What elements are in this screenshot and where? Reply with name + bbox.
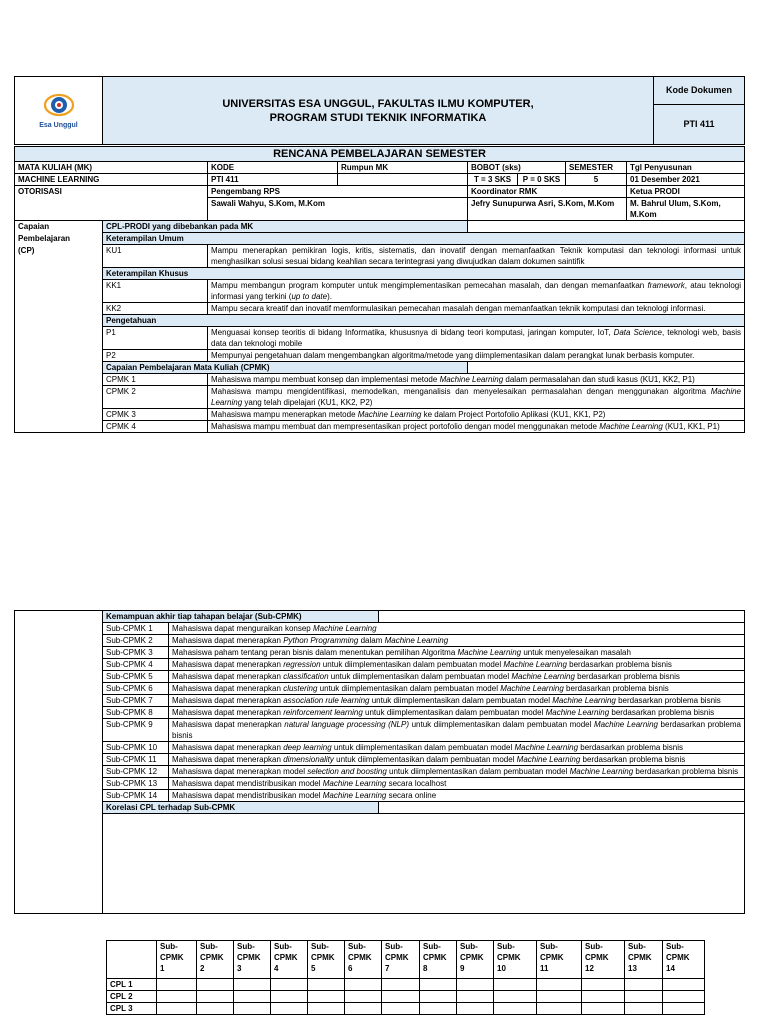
corr-cell — [345, 991, 382, 1003]
sub-cpmk-table — [14, 610, 745, 914]
sub-cpmk-11-italic: dimensionality — [283, 755, 334, 764]
sub-cpmk-9-text — [169, 719, 745, 742]
bobot-p-value: P = 0 SKS — [518, 174, 566, 186]
sub-cpmk-9-part-b: untuk diimplementasikan dalam pembuatan model — [409, 720, 594, 729]
corr-head-6 — [345, 941, 382, 979]
sub-cpmk-12-part-b: untuk diimplementasikan dalam pembuatan model — [386, 767, 570, 776]
corr-head-num: 5 — [311, 964, 316, 973]
cp-label — [15, 221, 103, 433]
ketua-label: Ketua PRODI — [627, 186, 745, 198]
kk1-italic-2: up to date — [291, 292, 328, 301]
corr-head-3 — [234, 941, 271, 979]
corr-cell — [537, 979, 582, 991]
sub-cpmk-5-text — [169, 671, 745, 683]
pengembang-label: Pengembang RPS — [208, 186, 468, 198]
sub-cpmk-1-code: Sub-CPMK 1 — [103, 623, 169, 635]
sub-cpmk-5-code: Sub-CPMK 5 — [103, 671, 169, 683]
university-line-2: PROGRAM STUDI TEKNIK INFORMATIKA — [269, 111, 487, 124]
corr-cell — [494, 1003, 537, 1015]
pengetahuan-heading: Pengetahuan — [103, 315, 745, 327]
corr-cell — [625, 979, 663, 991]
cpmk-heading: Capaian Pembelajaran Mata Kuliah (CPMK) — [103, 362, 468, 374]
sub-cpmk-10-italic-2: Machine Learning — [514, 743, 579, 752]
corr-cell — [457, 1003, 494, 1015]
doc-code-label: Kode Dokumen — [654, 77, 745, 105]
corr-head-cpmk: CPMK — [160, 953, 184, 962]
corr-head-sub: Sub- — [311, 942, 329, 951]
sub-cpmk-13-code: Sub-CPMK 13 — [103, 778, 169, 790]
sub-cpmk-9-part-c: berdasarkan problema bisnis — [172, 720, 741, 740]
sub-cpmk-5-part-a: Mahasiswa dapat menerapkan — [172, 672, 284, 681]
corr-head-7 — [382, 941, 420, 979]
corr-cell — [345, 1003, 382, 1015]
ku1-code: KU1 — [103, 245, 208, 268]
corr-cell — [582, 991, 625, 1003]
doc-code-value: PTI 411 — [654, 105, 745, 145]
cpmk2-code: CPMK 2 — [103, 386, 208, 409]
sub-cpmk-10-part-b: untuk diimplementasikan dalam pembuatan model — [331, 743, 515, 752]
cpmk3-part-b: ke dalam Project Portofolio Aplikasi (KU1, KK1, P2) — [421, 410, 606, 419]
corr-head-9 — [457, 941, 494, 979]
esa-unggul-logo-icon — [42, 91, 76, 119]
sub-cpmk-11-part-a: Mahasiswa dapat menerapkan — [172, 755, 284, 764]
kode-value: PTI 411 — [208, 174, 338, 186]
cpmk4-code: CPMK 4 — [103, 421, 208, 433]
sub-cpmk-2-part-a: Mahasiswa dapat menerapkan — [172, 636, 284, 645]
corr-head-num: 10 — [497, 964, 506, 973]
p1-code: P1 — [103, 327, 208, 350]
corr-cell — [663, 979, 705, 991]
sub-cpmk-12-italic: selection and boosting — [307, 767, 387, 776]
corr-cell — [308, 979, 345, 991]
sub-cpmk-heading: Kemampuan akhir tiap tahapan belajar (Sub-CPMK) — [103, 611, 379, 623]
sub-cpmk-11-part-b: untuk diimplementasikan dalam pembuatan model — [333, 755, 517, 764]
p1-italic: Data Science — [613, 328, 662, 337]
cpmk1-part-a: Mahasiswa mampu membuat konsep dan implementasi metode — [211, 375, 440, 384]
corr-head-num: 3 — [237, 964, 242, 973]
sub-cpmk-11-code: Sub-CPMK 11 — [103, 754, 169, 766]
sub-cpmk-12-part-a: Mahasiswa dapat menerapkan model — [172, 767, 308, 776]
bobot-label: BOBOT (sks) — [468, 162, 566, 174]
sub-cpmk-5-part-b: untuk diimplementasikan dalam pembuatan model — [328, 672, 512, 681]
corr-cell — [308, 1003, 345, 1015]
sub-cpmk-10-part-c: berdasarkan problema bisnis — [578, 743, 684, 752]
university-logo — [15, 91, 102, 131]
sub-cpmk-5-italic-2: Machine Learning — [511, 672, 575, 681]
corr-head-13 — [625, 941, 663, 979]
rumpun-value — [338, 174, 468, 186]
sub-cpmk-5-italic: classification — [283, 672, 329, 681]
cpmk3-code: CPMK 3 — [103, 409, 208, 421]
corr-head-sub: Sub- — [540, 942, 558, 951]
sub-cpmk-left-blank — [15, 611, 103, 914]
kk1-part-c: ). — [327, 292, 332, 301]
corr-cell — [271, 991, 308, 1003]
p2-text: Mempunyai pengetahuan dalam mengembangkan algoritma/metode yang diimplementasikan dalam perangkat lunak berbasis komputer. — [208, 350, 745, 362]
university-title — [103, 77, 654, 145]
sub-cpmk-3-part-a: Mahasiswa paham tentang peran bisnis dalam menentukan pemilihan Algoritma — [172, 648, 458, 657]
correlation-table — [106, 940, 705, 1015]
sub-cpmk-4-part-b: untuk diimplementasikan dalam pembuatan model — [320, 660, 504, 669]
cpmk4-part-b: (KU1, KK1, P1) — [662, 422, 720, 431]
cp-label-line-3: (CP) — [18, 246, 35, 255]
sub-cpmk-2-italic: Python Programming — [283, 636, 359, 645]
mk-value: MACHINE LEARNING — [15, 174, 208, 186]
corr-cell — [420, 991, 457, 1003]
corr-head-sub: Sub- — [237, 942, 255, 951]
sub-cpmk-3-italic: Machine Learning — [457, 648, 522, 657]
corr-head-num: 6 — [348, 964, 353, 973]
sub-cpmk-8-italic: reinforcement learning — [283, 708, 363, 717]
sub-cpmk-8-italic-2: Machine Learning — [545, 708, 610, 717]
corr-cell — [157, 979, 197, 991]
corr-head-sub: Sub- — [628, 942, 646, 951]
sub-cpmk-6-italic: clustering — [283, 684, 318, 693]
corr-head-sub: Sub- — [666, 942, 684, 951]
corr-cell — [382, 991, 420, 1003]
sub-cpmk-14-part-b: secara online — [386, 791, 437, 800]
sub-cpmk-6-code: Sub-CPMK 6 — [103, 683, 169, 695]
cpmk4-text — [208, 421, 745, 433]
sub-cpmk-7-part-a: Mahasiswa dapat menerapkan — [172, 696, 284, 705]
cpmk4-part-a: Mahasiswa mampu membuat dan mempresentasikan project portofolio dengan model menggunakan metode — [211, 422, 600, 431]
sub-cpmk-7-text — [169, 695, 745, 707]
sub-cpmk-6-text — [169, 683, 745, 695]
corr-head-cpmk: CPMK — [423, 953, 447, 962]
corr-cell — [625, 991, 663, 1003]
corr-cell — [345, 979, 382, 991]
cpmk2-part-a: Mahasiswa mampu mengidentifikasi, memodelkan, menganalisis dan menyelesaikan permasalahan dengan menggunakan algoritma — [211, 387, 711, 396]
sub-cpmk-heading-blank — [379, 611, 745, 623]
cpmk1-part-b: dalam permasalahan dan studi kasus (KU1, KK2, P1) — [503, 375, 695, 384]
sub-cpmk-13-part-b: secara localhost — [386, 779, 447, 788]
semester-value: 5 — [566, 174, 627, 186]
kk1-italic-1: framework — [647, 281, 685, 290]
sub-cpmk-7-italic: association rule learning — [283, 696, 370, 705]
corr-cell — [382, 979, 420, 991]
cpmk1-italic: Machine Learning — [439, 375, 504, 384]
sub-cpmk-3-text — [169, 647, 745, 659]
corr-cell — [420, 979, 457, 991]
corr-cell — [663, 1003, 705, 1015]
sub-cpmk-1-italic: Machine Learning — [312, 624, 377, 633]
corr-cell — [663, 991, 705, 1003]
kk1-code: KK1 — [103, 280, 208, 303]
corr-head-num: 12 — [585, 964, 594, 973]
corr-head-num: 2 — [200, 964, 205, 973]
khusus-heading: Keterampilan Khusus — [103, 268, 745, 280]
sub-cpmk-8-part-c: berdasarkan problema bisnis — [609, 708, 715, 717]
sub-cpmk-8-part-b: untuk diimplementasikan dalam pembuatan model — [362, 708, 546, 717]
corr-head-cpmk: CPMK — [460, 953, 484, 962]
sub-cpmk-10-code: Sub-CPMK 10 — [103, 742, 169, 754]
corr-head-num: 8 — [423, 964, 428, 973]
corr-head-14 — [663, 941, 705, 979]
sub-cpmk-11-text — [169, 754, 745, 766]
corr-cell — [382, 1003, 420, 1015]
semester-label: SEMESTER — [566, 162, 627, 174]
tgl-label: Tgl Penyusunan — [627, 162, 745, 174]
sub-cpmk-6-italic-2: Machine Learning — [500, 684, 564, 693]
sub-cpmk-8-code: Sub-CPMK 8 — [103, 707, 169, 719]
corr-head-sub: Sub- — [200, 942, 218, 951]
sub-cpmk-4-text — [169, 659, 745, 671]
sub-cpmk-9-italic-2: Machine Learning — [594, 720, 658, 729]
sub-cpmk-6-part-a: Mahasiswa dapat menerapkan — [172, 684, 284, 693]
cp-label-line-2: Pembelajaran — [18, 234, 71, 243]
sub-cpmk-4-italic: regression — [283, 660, 321, 669]
sub-cpmk-2-text — [169, 635, 745, 647]
corr-head-1 — [157, 941, 197, 979]
sub-cpmk-6-part-c: berdasarkan problema bisnis — [563, 684, 669, 693]
document-header — [14, 76, 745, 145]
cpmk2-text — [208, 386, 745, 409]
corr-cell — [234, 1003, 271, 1015]
sub-cpmk-11-part-c: berdasarkan problema bisnis — [580, 755, 686, 764]
sub-cpmk-12-text — [169, 766, 745, 778]
sub-cpmk-12-code: Sub-CPMK 12 — [103, 766, 169, 778]
corr-head-cpmk: CPMK — [497, 953, 521, 962]
sub-cpmk-13-text — [169, 778, 745, 790]
kk1-text — [208, 280, 745, 303]
corr-head-num: 4 — [274, 964, 279, 973]
cpmk1-code: CPMK 1 — [103, 374, 208, 386]
sub-cpmk-14-code: Sub-CPMK 14 — [103, 790, 169, 802]
sub-cpmk-2-part-b: dalam — [358, 636, 385, 645]
corr-head-cpmk: CPMK — [628, 953, 652, 962]
corr-head-sub: Sub- — [274, 942, 292, 951]
kk2-code: KK2 — [103, 303, 208, 315]
sub-cpmk-6-part-b: untuk diimplementasikan dalam pembuatan model — [317, 684, 501, 693]
university-line-1: UNIVERSITAS ESA UNGGUL, FAKULTAS ILMU KOMPUTER, — [222, 97, 534, 110]
cpl-heading-blank — [468, 221, 745, 233]
p2-code: P2 — [103, 350, 208, 362]
corr-cell — [157, 1003, 197, 1015]
corr-head-cpmk: CPMK — [540, 953, 564, 962]
sub-cpmk-7-italic-2: Machine Learning — [552, 696, 616, 705]
corr-head-cpmk: CPMK — [348, 953, 372, 962]
sub-cpmk-8-part-a: Mahasiswa dapat menerapkan — [172, 708, 284, 717]
corr-cell — [197, 1003, 234, 1015]
corr-row-label: CPL 3 — [107, 1003, 157, 1015]
corr-cell — [271, 1003, 308, 1015]
corr-head-sub: Sub- — [460, 942, 478, 951]
cpmk3-part-a: Mahasiswa mampu menerapkan metode — [211, 410, 358, 419]
korelasi-area — [103, 814, 745, 914]
sub-cpmk-3-part-b: untuk menyelesaikan masalah — [521, 648, 631, 657]
tgl-value: 01 Desember 2021 — [627, 174, 745, 186]
corr-cell — [582, 1003, 625, 1015]
sub-cpmk-9-italic: natural language processing (NLP) — [284, 720, 410, 729]
logo-cell — [15, 77, 103, 145]
cp-label-line-1: Capaian — [18, 222, 50, 231]
sub-cpmk-1-text — [169, 623, 745, 635]
corr-head-cpmk: CPMK — [666, 953, 690, 962]
corr-row-label: CPL 2 — [107, 991, 157, 1003]
cpmk1-text — [208, 374, 745, 386]
corr-head-sub: Sub- — [585, 942, 603, 951]
corr-cell — [582, 979, 625, 991]
corr-cell — [494, 979, 537, 991]
corr-cell — [271, 979, 308, 991]
corr-cell — [157, 991, 197, 1003]
corr-head-5 — [308, 941, 345, 979]
sub-cpmk-8-text — [169, 707, 745, 719]
sub-cpmk-2-italic-2: Machine Learning — [384, 636, 449, 645]
corr-head-cpmk: CPMK — [237, 953, 261, 962]
corr-head-num: 14 — [666, 964, 675, 973]
corr-row-label: CPL 1 — [107, 979, 157, 991]
sub-cpmk-12-italic-2: Machine Learning — [569, 767, 634, 776]
corr-head-11 — [537, 941, 582, 979]
sub-cpmk-10-text — [169, 742, 745, 754]
ketua-value: M. Bahrul Ulum, S.Kom, M.Kom — [627, 198, 745, 221]
corr-head-cpmk: CPMK — [274, 953, 298, 962]
logo-text: Esa Unggul — [39, 121, 78, 129]
corr-head-sub: Sub- — [385, 942, 403, 951]
kk2-text: Mampu secara kreatif dan inovatif memformulasikan pemecahan masalah dengan memanfaatkan teknik komputasi dan teknologi informasi. — [208, 303, 745, 315]
sub-cpmk-14-part-a: Mahasiswa dapat mendistribusikan model — [172, 791, 323, 800]
corr-head-num: 11 — [540, 964, 549, 973]
sub-cpmk-14-italic: Machine Learning — [322, 791, 387, 800]
corr-head-10 — [494, 941, 537, 979]
corr-head-cpmk: CPMK — [585, 953, 609, 962]
p1-part-a: Menguasai konsep teoritis di bidang Informatika, khususnya di bidang teori komputasi, jaringan komputer, IoT, — [211, 328, 614, 337]
corr-cell — [197, 991, 234, 1003]
kk1-part-b: , atau teknologi informasi yang terkini ( — [211, 281, 742, 301]
korelasi-heading-blank — [379, 802, 745, 814]
p1-part-b: , teknologi web, basis data dan teknologi mobile — [211, 328, 741, 348]
sub-cpmk-9-code: Sub-CPMK 9 — [103, 719, 169, 742]
sub-cpmk-4-part-c: berdasarkan problema bisnis — [566, 660, 672, 669]
sub-cpmk-4-code: Sub-CPMK 4 — [103, 659, 169, 671]
sub-cpmk-7-code: Sub-CPMK 7 — [103, 695, 169, 707]
rps-title: RENCANA PEMBELAJARAN SEMESTER — [15, 147, 745, 162]
sub-cpmk-14-text — [169, 790, 745, 802]
corr-cell — [457, 991, 494, 1003]
corr-head-cpmk: CPMK — [385, 953, 409, 962]
corr-head-2 — [197, 941, 234, 979]
corr-head-num: 13 — [628, 964, 637, 973]
corr-head-sub: Sub- — [497, 942, 515, 951]
sub-cpmk-5-part-c: berdasarkan problema bisnis — [574, 672, 680, 681]
cpmk2-part-b: yang telah dipelajari (KU1, KK2, P2) — [242, 398, 373, 407]
otorisasi-label: OTORISASI — [15, 186, 208, 221]
sub-cpmk-7-part-b: untuk diimplementasikan dalam pembuatan model — [369, 696, 553, 705]
sub-cpmk-10-part-a: Mahasiswa dapat menerapkan — [172, 743, 284, 752]
cpmk4-italic: Machine Learning — [599, 422, 663, 431]
rumpun-label: Rumpun MK — [338, 162, 468, 174]
corr-cell — [234, 979, 271, 991]
corr-head-cpmk: CPMK — [200, 953, 224, 962]
bobot-t-value: T = 3 SKS — [468, 174, 518, 186]
sub-cpmk-2-code: Sub-CPMK 2 — [103, 635, 169, 647]
corr-cell — [537, 1003, 582, 1015]
rps-table — [14, 146, 745, 433]
sub-cpmk-3-code: Sub-CPMK 3 — [103, 647, 169, 659]
koordinator-label: Koordinator RMK — [468, 186, 627, 198]
koordinator-value: Jefry Sunupurwa Asri, S.Kom, M.Kom — [468, 198, 627, 221]
sub-cpmk-9-part-a: Mahasiswa dapat menerapkan — [172, 720, 285, 729]
sub-cpmk-13-part-a: Mahasiswa dapat mendistribusikan model — [172, 779, 323, 788]
corr-cell — [234, 991, 271, 1003]
corr-cell — [537, 991, 582, 1003]
sub-cpmk-4-italic-2: Machine Learning — [503, 660, 567, 669]
sub-cpmk-7-part-c: berdasarkan problema bisnis — [615, 696, 721, 705]
cpmk3-text — [208, 409, 745, 421]
corr-head-4 — [271, 941, 308, 979]
corr-head-num: 7 — [385, 964, 390, 973]
corr-corner — [107, 941, 157, 979]
kode-label: KODE — [208, 162, 338, 174]
corr-head-12 — [582, 941, 625, 979]
corr-head-8 — [420, 941, 457, 979]
sub-cpmk-13-italic: Machine Learning — [322, 779, 387, 788]
corr-cell — [625, 1003, 663, 1015]
sub-cpmk-10-italic: deep learning — [283, 743, 332, 752]
umum-heading: Keterampilan Umum — [103, 233, 745, 245]
corr-head-sub: Sub- — [348, 942, 366, 951]
cpl-heading: CPL-PRODI yang dibebankan pada MK — [103, 221, 468, 233]
corr-head-num: 1 — [160, 964, 165, 973]
sub-cpmk-1-part-a: Mahasiswa dapat menguraikan konsep — [172, 624, 313, 633]
cpmk3-italic: Machine Learning — [357, 410, 422, 419]
corr-head-sub: Sub- — [423, 942, 441, 951]
corr-head-cpmk: CPMK — [311, 953, 335, 962]
cpmk2-italic: Machine Learning — [211, 387, 742, 407]
kk1-part-a: Mampu membangun program komputer untuk mengimplementasikan pemecahan masalah, dan dengan memanfaatkan — [211, 281, 648, 290]
corr-cell — [308, 991, 345, 1003]
corr-cell — [494, 991, 537, 1003]
ku1-text: Mampu menerapkan pemikiran logis, kritis, sistematis, dan inovatif dengan memanfaatkan Teknik komputasi dan teknologi informasi untuk menghasilkan solusi sesuai bidang keahlian secara terintegrasi yang diwujudkan dalam dokumen saintifik — [208, 245, 745, 268]
p1-text — [208, 327, 745, 350]
corr-head-num: 9 — [460, 964, 465, 973]
sub-cpmk-12-part-c: berdasarkan problema bisnis — [633, 767, 739, 776]
corr-cell — [197, 979, 234, 991]
korelasi-heading: Korelasi CPL terhadap Sub-CPMK — [103, 802, 379, 814]
sub-cpmk-4-part-a: Mahasiswa dapat menerapkan — [172, 660, 284, 669]
corr-cell — [457, 979, 494, 991]
mk-label: MATA KULIAH (MK) — [15, 162, 208, 174]
corr-cell — [420, 1003, 457, 1015]
pengembang-value: Sawali Wahyu, S.Kom, M.Kom — [208, 198, 468, 221]
sub-cpmk-11-italic-2: Machine Learning — [516, 755, 581, 764]
corr-head-sub: Sub- — [160, 942, 178, 951]
cpmk-heading-blank — [468, 362, 745, 374]
